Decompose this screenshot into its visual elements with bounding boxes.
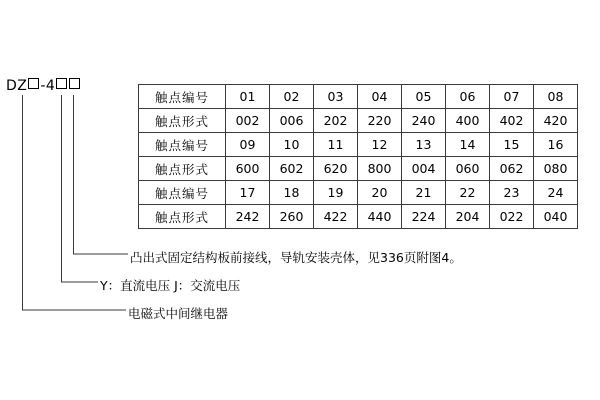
note-device: 电磁式中间继电器 <box>128 306 229 321</box>
table-cell: 260 <box>270 205 314 229</box>
note-voltage: Y：直流电压 J：交流电压 <box>100 278 241 293</box>
table-cell: 13 <box>402 133 446 157</box>
contacts-table-wrap <box>138 84 578 229</box>
table-cell: 600 <box>226 157 270 181</box>
table-cell: 602 <box>270 157 314 181</box>
table-cell: 242 <box>226 205 270 229</box>
model-code <box>6 78 81 94</box>
row-header: 触点形式 <box>139 157 226 181</box>
model-code-box-2 <box>56 78 67 89</box>
table-cell: 006 <box>270 109 314 133</box>
table-cell: 18 <box>270 181 314 205</box>
table-cell: 002 <box>226 109 270 133</box>
contacts-table <box>138 84 578 229</box>
model-code-box-3 <box>69 78 80 89</box>
note-structure: 凸出式固定结构板前接线，导轨安装壳体，见336页附图4。 <box>130 250 462 265</box>
model-code-box-1 <box>28 78 39 89</box>
table-cell: 20 <box>358 181 402 205</box>
table-cell: 22 <box>446 181 490 205</box>
table-cell: 24 <box>534 181 578 205</box>
table-cell: 440 <box>358 205 402 229</box>
table-cell: 14 <box>446 133 490 157</box>
row-header: 触点编号 <box>139 85 226 109</box>
table-row <box>139 109 578 133</box>
row-header: 触点形式 <box>139 109 226 133</box>
table-cell: 10 <box>270 133 314 157</box>
row-header: 触点形式 <box>139 205 226 229</box>
row-header: 触点编号 <box>139 133 226 157</box>
table-cell: 19 <box>314 181 358 205</box>
table-cell: 202 <box>314 109 358 133</box>
table-cell: 220 <box>358 109 402 133</box>
table-cell: 23 <box>490 181 534 205</box>
table-row <box>139 205 578 229</box>
table-cell: 422 <box>314 205 358 229</box>
table-cell: 800 <box>358 157 402 181</box>
table-cell: 07 <box>490 85 534 109</box>
table-cell: 240 <box>402 109 446 133</box>
table-row <box>139 181 578 205</box>
table-cell: 12 <box>358 133 402 157</box>
table-cell: 09 <box>226 133 270 157</box>
model-code-prefix: DZ <box>6 78 28 94</box>
table-cell: 022 <box>490 205 534 229</box>
table-cell: 204 <box>446 205 490 229</box>
table-cell: 040 <box>534 205 578 229</box>
table-cell: 060 <box>446 157 490 181</box>
table-cell: 620 <box>314 157 358 181</box>
table-cell: 402 <box>490 109 534 133</box>
table-cell: 400 <box>446 109 490 133</box>
table-cell: 420 <box>534 109 578 133</box>
table-row <box>139 157 578 181</box>
table-cell: 05 <box>402 85 446 109</box>
model-code-suffix: -4 <box>40 78 56 94</box>
table-cell: 062 <box>490 157 534 181</box>
table-row <box>139 85 578 109</box>
table-cell: 080 <box>534 157 578 181</box>
table-cell: 224 <box>402 205 446 229</box>
table-cell: 21 <box>402 181 446 205</box>
table-cell: 01 <box>226 85 270 109</box>
table-cell: 11 <box>314 133 358 157</box>
table-cell: 06 <box>446 85 490 109</box>
table-cell: 004 <box>402 157 446 181</box>
table-cell: 17 <box>226 181 270 205</box>
table-cell: 03 <box>314 85 358 109</box>
table-cell: 15 <box>490 133 534 157</box>
table-cell: 04 <box>358 85 402 109</box>
row-header: 触点编号 <box>139 181 226 205</box>
table-cell: 16 <box>534 133 578 157</box>
table-cell: 02 <box>270 85 314 109</box>
table-row <box>139 133 578 157</box>
table-cell: 08 <box>534 85 578 109</box>
